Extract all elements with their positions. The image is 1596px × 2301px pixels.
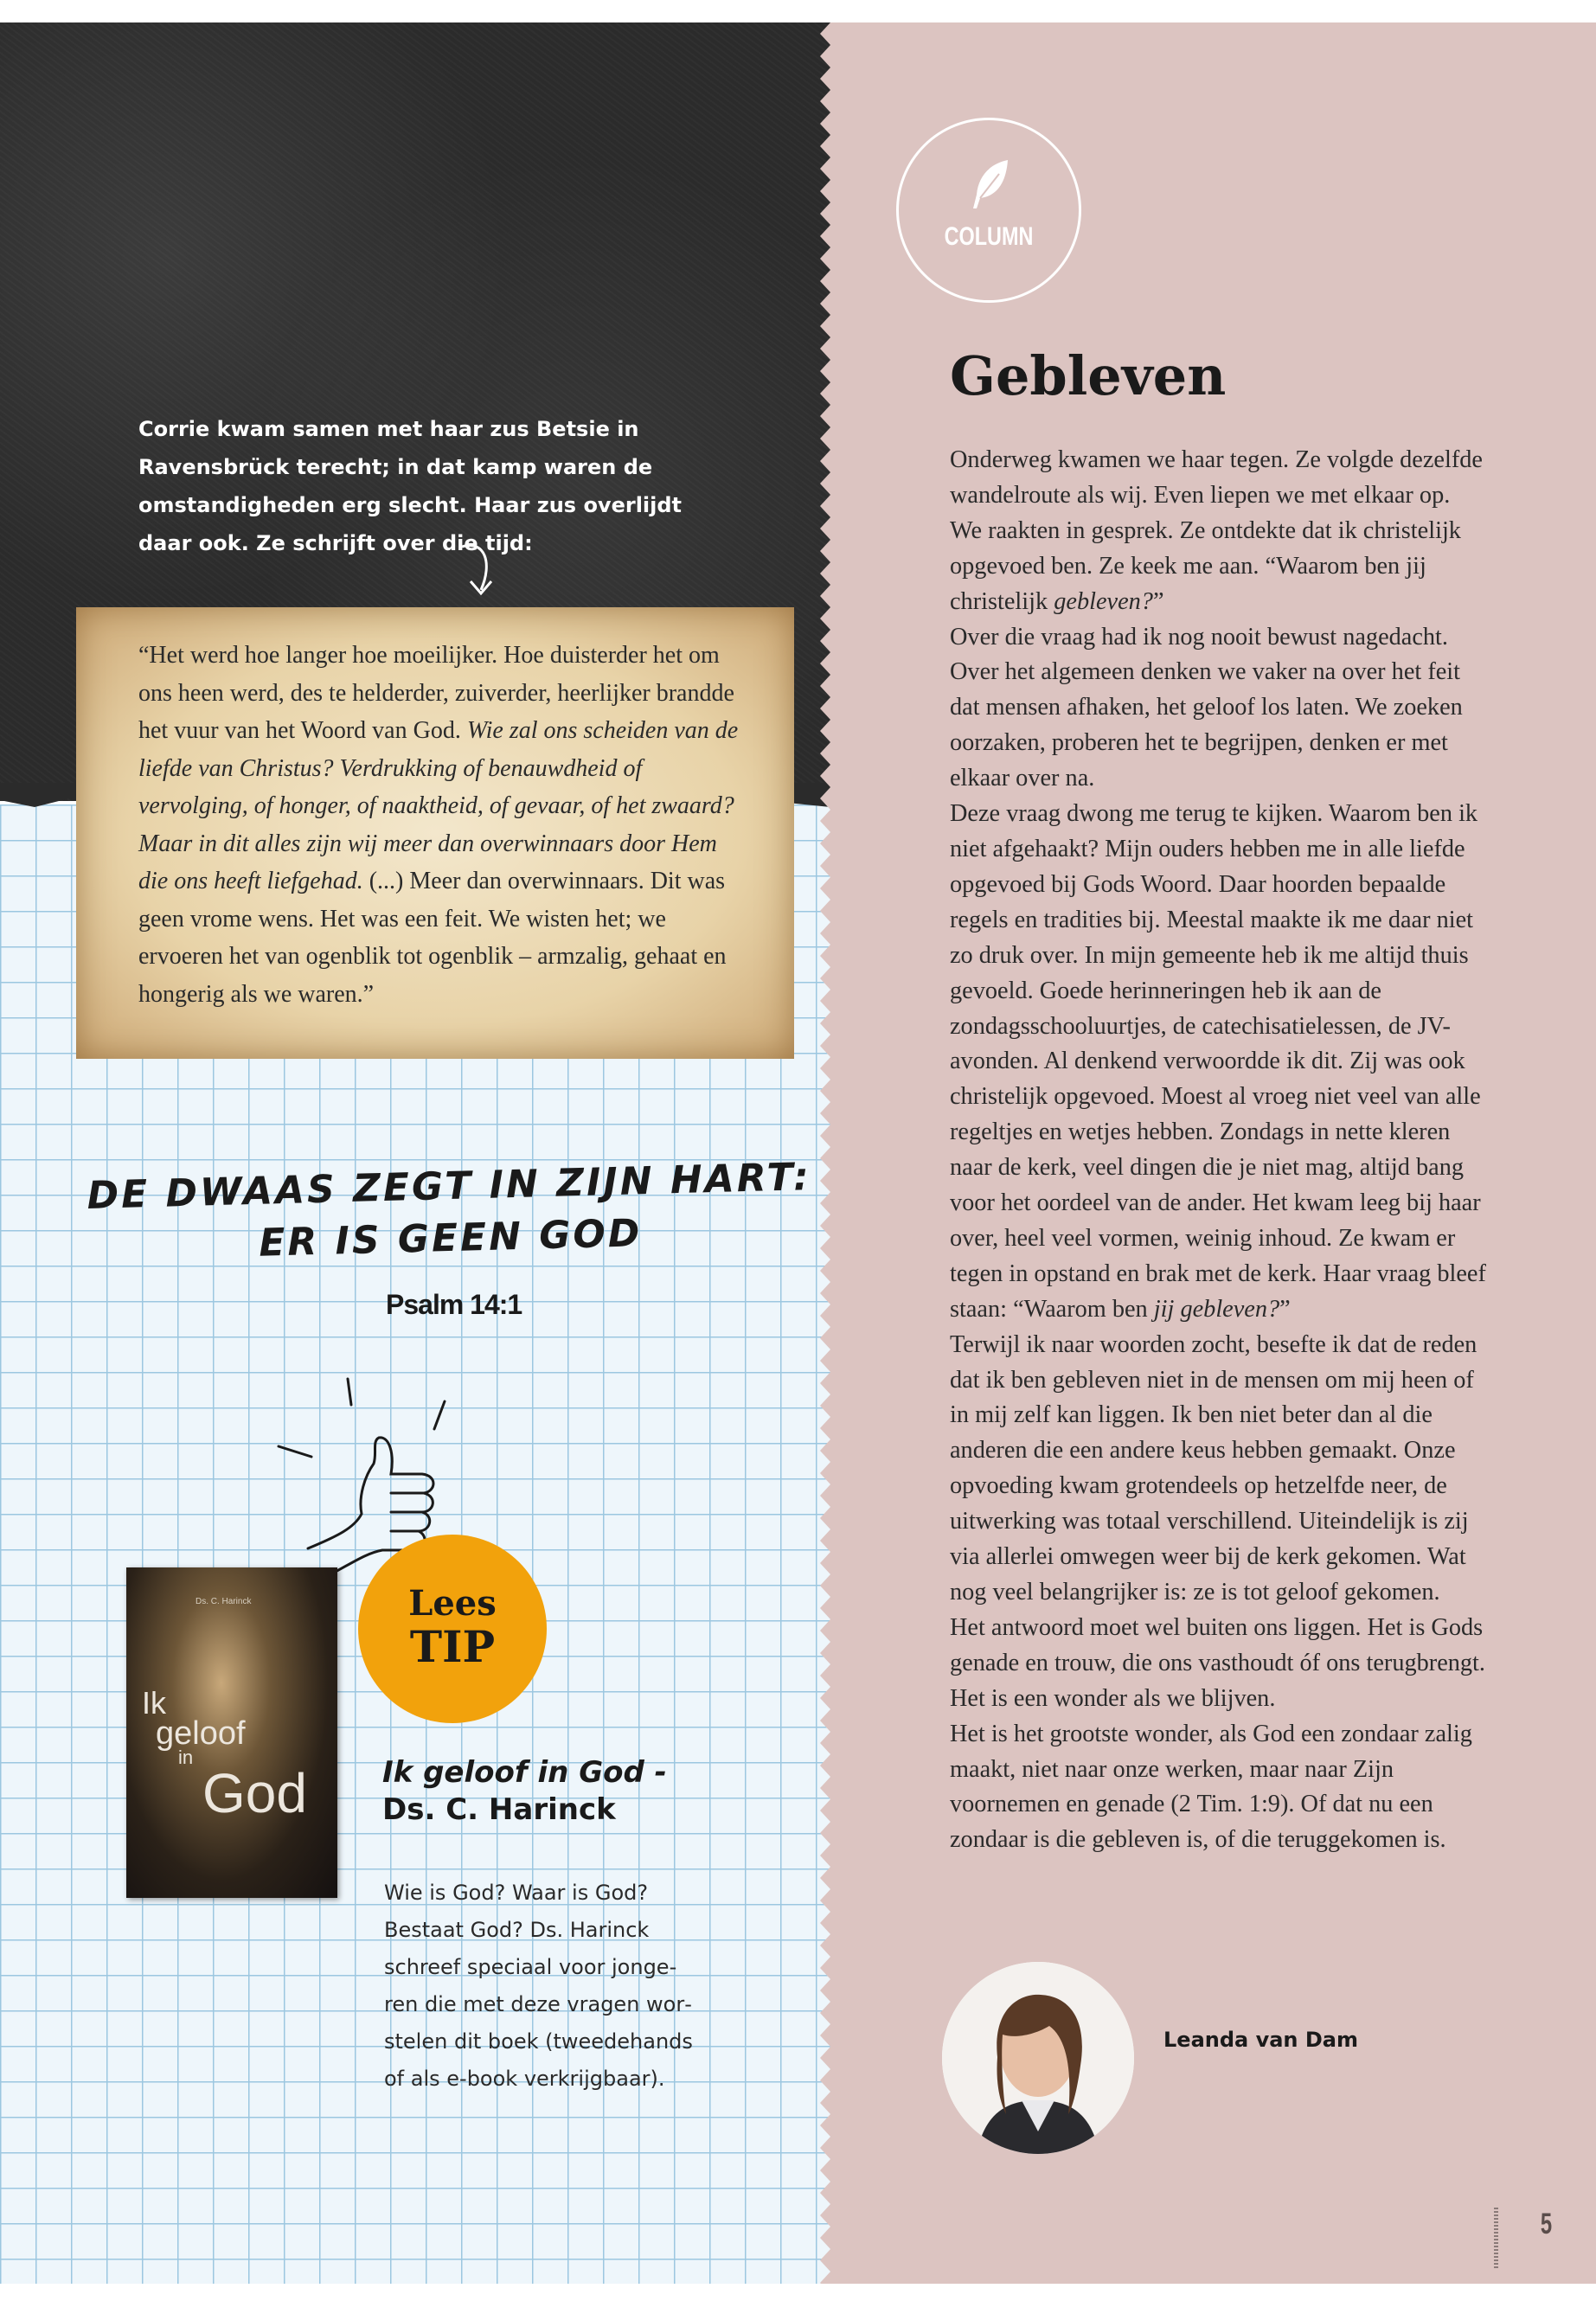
paragraph-text: Het is het grootste wonder, als God een zondaar zalig maakt, niet naar onze werken, maar naar Zijn voornemen en genade (2 Tim. 1:9). Of dat nu een zondaar is die gebleven is, of die teruggekomen is. bbox=[950, 1720, 1472, 1854]
book-title-line-1: Ik geloof in God - bbox=[382, 1755, 667, 1790]
book-cover-word: in bbox=[178, 1747, 194, 1769]
book-title bbox=[382, 1754, 746, 1829]
intro-text: Corrie kwam samen met haar zus Betsie in Ravensbrück terecht; in dat kamp waren de omstandigheden erg slecht. Haar zus overlijdt daar ook. Ze schrijft over die tijd: bbox=[138, 417, 683, 555]
badge-line-2: TIP bbox=[409, 1621, 496, 1672]
book-cover-title bbox=[142, 1685, 307, 1825]
paragraph-text: ” bbox=[1279, 1295, 1291, 1323]
book-cover-word: geloof bbox=[156, 1715, 246, 1753]
handwritten-verse bbox=[86, 1151, 815, 1274]
badge-line-1: Lees bbox=[408, 1583, 497, 1624]
paragraph-text: Deze vraag dwong me terug te kijken. Waarom ben ik niet afgehaakt? Mijn ouders hebben me in alle liefde opgevoed bij Gods Woord. Daar hoorden bepaalde regels en tradities bij. Meestal maakte ik me daar niet zo druk over. In mijn gemeente heb ik me altijd thuis gevoeld. Goede herinneringen heb ik aan de zondagsschooluurtjes, de catechisatielessen, de JV-avonden. Al denkend verwoordde ik dit. Zij was ook christelijk opgevoed. Moest al vroeg niet veel van alle regeltjes en wetjes hebben. Zondags in nette kleren naar de kerk, veel dingen die je niet mag, altijd bang voor het oordeel van de ander. Het kwam leeg bij haar over, heel veel vormen, weinig inhoud. Ze kwam er tegen in opstand en brak met de kerk. Haar vraag bleef staan: “Waarom ben bbox=[950, 800, 1486, 1323]
psalm-reference: Psalm 14:1 bbox=[386, 1289, 522, 1320]
quote-parchment bbox=[76, 607, 794, 1059]
paragraph-text: Terwijl ik naar woorden zocht, besefte ik dat de reden dat ik ben gebleven niet in de mensen om mij heen of in mij zelf kan liggen. Ik ben niet beter dan al die anderen die een andere keus hebben gemaakt. Onze opvoeding kwam grotendeels op hetzelfde neer, de uitwerking was totaal verschillend. Uiteindelijk is zij via allerlei omwegen weer bij de kerk gekomen. Wat nog veel belangrijker is: ze is tot geloof gekomen. bbox=[950, 1330, 1477, 1606]
book-cover-word: God bbox=[202, 1762, 307, 1825]
author-name: Leanda van Dam bbox=[1163, 2028, 1358, 2052]
quote-bible-verse: Wie zal ons scheiden van de liefde van Christus? Verdrukking of benauwdheid of vervolging, of honger, of naaktheid, of gevaar, of het zwaard? Maar in dit alles zijn wij meer dan overwinnaars door Hem die ons heeft liefgehad. bbox=[138, 717, 739, 894]
zigzag-divider bbox=[817, 22, 844, 2284]
quote-text-start: “Het werd hoe langer hoe moeilijker. Hoe duisterder het om ons heen werd, des te helderder, zuiverder, heerlijker brandde het vuur van het Woord van God. bbox=[138, 642, 734, 744]
article-paragraph bbox=[950, 1717, 1486, 1859]
column-label: COLUMN bbox=[944, 222, 1034, 251]
handwritten-line-1: DE DWAAS ZEGT IN ZIJN HART: bbox=[86, 1155, 812, 1218]
curved-arrow-icon bbox=[458, 536, 510, 606]
page-top-margin bbox=[0, 0, 1596, 22]
book-title-line-2: Ds. C. Harinck bbox=[382, 1792, 616, 1827]
page-number-bar bbox=[1494, 2208, 1498, 2270]
author-photo bbox=[942, 1962, 1134, 2154]
paragraph-text: Het antwoord moet wel buiten ons liggen. Het is Gods genade en trouw, die ons vasthoudt óf ons terugbrengt. Het is een wonder als we blijven. bbox=[950, 1613, 1485, 1712]
article-paragraph bbox=[950, 1328, 1486, 1611]
paragraph-text: Over die vraag had ik nog nooit bewust nagedacht. Over het algemeen denken we vaker na over het feit dat mensen afhaken, het geloof los laten. We zoeken oorzaken, proberen het te begrijpen, denken er met elkaar over na. bbox=[950, 623, 1463, 792]
corrie-quote bbox=[138, 637, 744, 1013]
handwritten-line-2: ER IS GEEN GOD bbox=[258, 1211, 643, 1266]
book-cover-author: Ds. C. Harinck bbox=[195, 1597, 252, 1606]
book-description: Wie is God? Waar is God? Bestaat God? Ds. Harinck schreef speciaal voor jongeren die met deze vragen worstelen dit boek (tweedehands of als e-book verkrijgbaar). bbox=[384, 1881, 693, 2091]
article-body bbox=[950, 443, 1486, 1858]
page-number: 5 bbox=[1540, 2208, 1553, 2240]
book-cover-image bbox=[126, 1567, 337, 1898]
paragraph-italic: gebleven? bbox=[1054, 587, 1153, 615]
article-headline: Gebleven bbox=[950, 344, 1227, 407]
article-paragraph bbox=[950, 797, 1486, 1328]
article-paragraph bbox=[950, 620, 1486, 798]
article-paragraph bbox=[950, 443, 1486, 620]
book-cover-word: Ik bbox=[142, 1685, 167, 1721]
read-tip-badge bbox=[358, 1535, 547, 1723]
article-paragraph bbox=[950, 1611, 1486, 1717]
paragraph-text: ” bbox=[1152, 587, 1164, 615]
paragraph-text: Onderweg kwamen we haar tegen. Ze volgde dezelfde wandelroute als wij. Even liepen we met elkaar op. We raakten in gesprek. Ze ontdekte dat ik christelijk opgevoed ben. Ze keek me aan. “Waarom ben jij christelijk bbox=[950, 446, 1483, 615]
feather-icon bbox=[970, 158, 1011, 210]
quote-text-end: (...) Meer dan overwinnaars. Dit was geen vrome wens. Het was een feit. We wisten het; we ervoeren het van ogenblik tot ogenblik – armzalig, gehaat en hongerig als we waren.” bbox=[138, 868, 727, 1008]
column-emblem bbox=[896, 118, 1081, 303]
paragraph-italic: jij gebleven? bbox=[1153, 1295, 1280, 1323]
author-portrait-icon bbox=[942, 1962, 1134, 2154]
